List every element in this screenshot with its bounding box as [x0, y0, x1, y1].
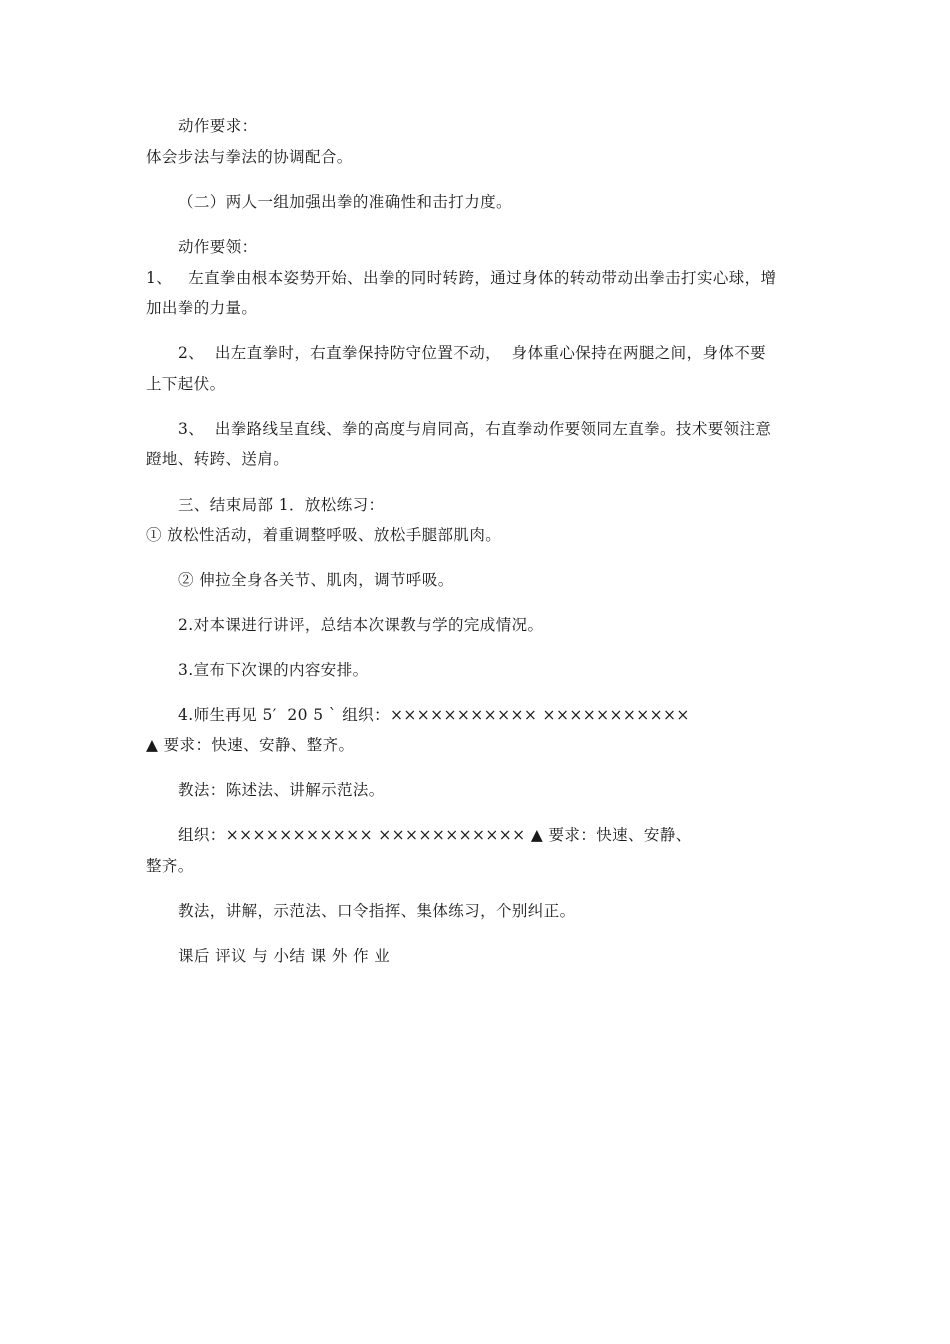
text-line: 三、结束局部 1．放松练习：: [178, 496, 385, 514]
text-line: 1、 左直拳由根本姿势开始、出拳的同时转跨，通过身体的转动带动出拳击打实心球，增: [146, 269, 777, 287]
text-line: 教法：陈述法、讲解示范法。: [178, 781, 385, 799]
text-line: ▲ 要求：快速、安静、整齐。: [146, 736, 355, 754]
text-line: 组织：××××××××××× ××××××××××× ▲ 要求：快速、安静、: [178, 826, 692, 844]
text-line: ① 放松性活动，着重调整呼吸、放松手腿部肌肉。: [146, 526, 502, 544]
text-line: 体会步法与拳法的协调配合。: [146, 148, 353, 166]
text-line: 上下起伏。: [146, 375, 226, 393]
text-line: 3、 出拳路线呈直线、拳的高度与肩同高，右直拳动作要领同左直拳。技术要领注意: [178, 420, 772, 438]
text-line: 3.宣布下次课的内容安排。: [178, 661, 369, 679]
text-line: 教法，讲解，示范法、口令指挥、集体练习，个别纠正。: [178, 902, 576, 920]
text-line: 课后 评议 与 小结 课 外 作 业: [178, 947, 391, 965]
text-line: ② 伸拉全身各关节、肌肉，调节呼吸。: [178, 571, 454, 589]
text-line: 动作要求：: [178, 117, 258, 135]
text-line: 整齐。: [146, 857, 194, 875]
text-line: 2、 出左直拳时，右直拳保持防守位置不动， 身体重心保持在两腿之间，身体不要: [178, 344, 767, 362]
text-line: 4.师生再见 5′ 20 5 ` 组织：××××××××××× ×××××××××××: [178, 706, 690, 724]
text-line: 动作要领：: [178, 238, 258, 256]
text-line: 2.对本课进行讲评，总结本次课教与学的完成情况。: [178, 616, 544, 634]
text-line: 蹬地、转跨、送肩。: [146, 450, 290, 468]
text-line: （二）两人一组加强出拳的准确性和击打力度。: [178, 193, 512, 211]
text-line: 加出拳的力量。: [146, 299, 258, 317]
